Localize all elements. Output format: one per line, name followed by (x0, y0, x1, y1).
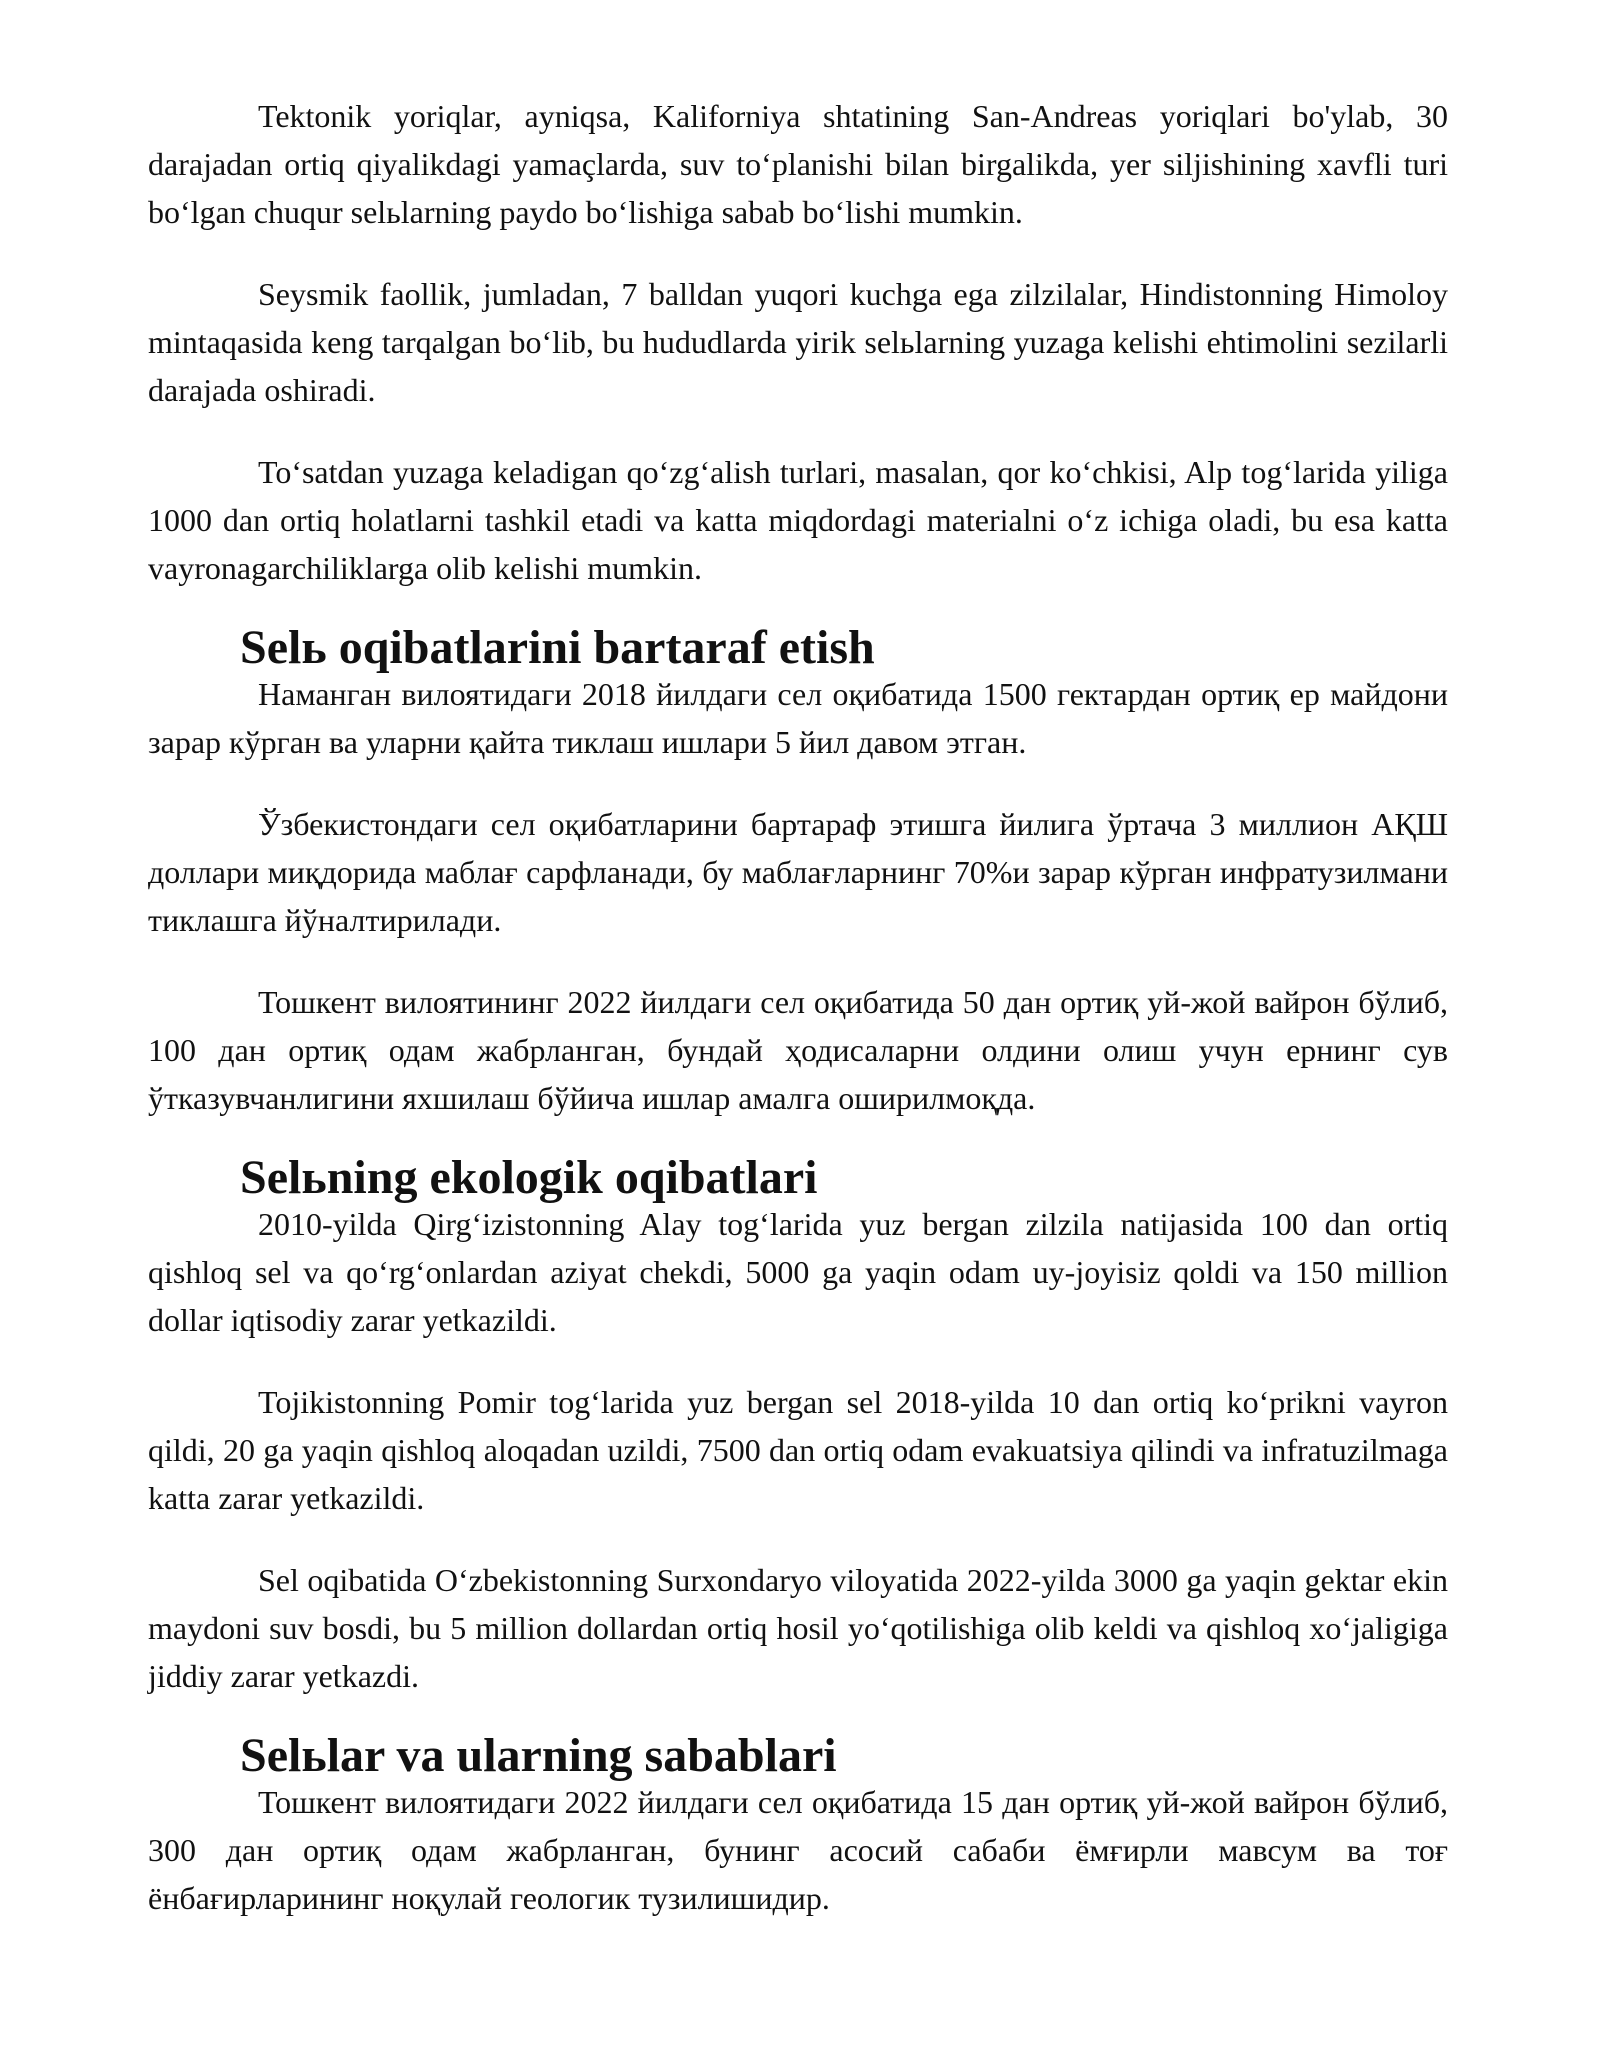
paragraph-namangan-2018: Наманган вилоятидаги 2018 йилдаги сел оқибатида 1500 гектардан ортиқ ер майдони зарар кўрган ва уларни қайта тиклаш ишлари 5 йил давом этган. (148, 676, 1448, 760)
paragraph-surxondaryo-2022: Sel oqibatida O‘zbekistonning Surxondaryo viloyatida 2022-yilda 3000 ga yaqin gektar ekin maydoni suv bosdi, bu 5 million dollardan ortiq hosil yo‘qotilishiga olib keldi va qishloq xo‘jaligiga jiddiy zarar yetkazdi. (148, 1562, 1448, 1694)
paragraph-seismic-activity: Seysmik faollik, jumladan, 7 balldan yuqori kuchga ega zilzilalar, Hindistonning Himoloy mintaqasida keng tarqalgan bo‘lib, bu hududlarda yirik selьlarning yuzaga kelishi ehtimolini sezilarli darajada oshiradi. (148, 276, 1448, 408)
paragraph-tashkent-2022-housing: Тошкент вилоятининг 2022 йилдаги сел оқибатида 50 дан ортиқ уй-жой вайрон бўлиб, 100 дан ортиқ одам жабрланган, бундай ҳодисаларни олдини олиш учун ернинг сув ўтказувчанлигини яхшилаш бўйича ишлар амалга оширилмоқда. (148, 984, 1448, 1116)
document-page (148, 92, 1448, 1922)
paragraph-kyrgyzstan-2010: 2010-yilda Qirg‘izistonning Alay tog‘larida yuz bergan zilzila natijasida 100 dan ortiq qishloq sel va qo‘rg‘onlardan aziyat chekdi, 5000 ga yaqin odam uy-joyisiz qoldi va 150 million dollar iqtisodiy zarar yetkazildi. (148, 1206, 1448, 1338)
paragraph-avalanche: To‘satdan yuzaga keladigan qo‘zg‘alish turlari, masalan, qor ko‘chkisi, Alp tog‘larida yiliga 1000 dan ortiq holatlarni tashkil etadi va katta miqdordagi materialni o‘z ichiga oladi, bu esa katta vayronagarchiliklarga olib kelishi mumkin. (148, 454, 1448, 586)
section-heading-mudflow-causes: Selьlar va ularning sabablari (240, 1729, 837, 1782)
section-heading-ecological-consequences: Selьning ekologik oqibatlari (240, 1151, 818, 1204)
section-heading-mudflow-mitigation: Selь oqibatlarini bartaraf etish (240, 621, 875, 674)
paragraph-uzbekistan-costs: Ўзбекистондаги сел оқибатларини бартараф этишга йилига ўртача 3 миллион АҚШ доллари миқдорида маблағ сарфланади, бу маблағларнинг 70%и зарар кўрган инфратузилмани тиклашга йўналтирилади. (148, 806, 1448, 938)
paragraph-tajikistan-2018: Tojikistonning Pomir tog‘larida yuz bergan sel 2018-yilda 10 dan ortiq ko‘prikni vayron qildi, 20 ga yaqin qishloq aloqadan uzildi, 7500 dan ortiq odam evakuatsiya qilindi va infratuzilmaga katta zarar yetkazildi. (148, 1384, 1448, 1516)
paragraph-tashkent-2022-causes: Тошкент вилоятидаги 2022 йилдаги сел оқибатида 15 дан ортиқ уй-жой вайрон бўлиб, 300 дан ортиқ одам жабрланган, бунинг асосий сабаби ёмғирли мавсум ва тоғ ёнбағирларининг ноқулай геологик тузилишидир. (148, 1784, 1448, 1916)
paragraph-tectonic-faults: Tektonik yoriqlar, ayniqsa, Kaliforniya shtatining San-Andreas yoriqlari bo'ylab, 30 darajadan ortiq qiyalikdagi yamaçlarda, suv to‘planishi bilan birgalikda, yer siljishining xavfli turi bo‘lgan chuqur selьlarning paydo bo‘lishiga sabab bo‘lishi mumkin. (148, 98, 1448, 230)
